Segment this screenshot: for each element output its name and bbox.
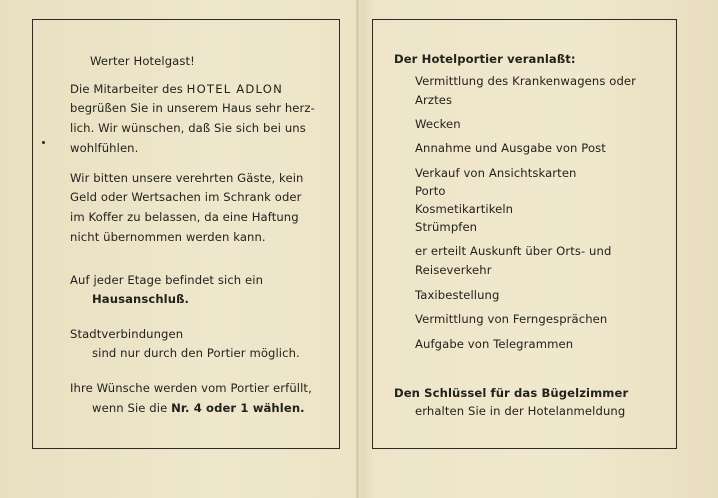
ironing-room-heading: Den Schlüssel für das Bügelzimmer [394,386,629,400]
service-item-13: Aufgabe von Telegrammen [415,337,574,351]
service-item-10: Reiseverkehr [415,263,492,277]
portier-heading: Der Hotelportier veranlaßt: [394,52,576,66]
service-item-2: Arztes [415,93,453,107]
service-item-6: Porto [415,184,446,198]
service-item-12: Vermittlung von Ferngesprächen [415,312,608,326]
etage-line-1: Auf jeder Etage befindet sich ein [70,273,264,287]
hausanschluss-label: Hausanschluß. [92,292,190,306]
center-fold [356,0,359,498]
ironing-room-note: erhalten Sie in der Hotelanmeldung [415,404,626,418]
service-item-11: Taxibestellung [415,288,500,302]
valuables-line-3: im Koffer zu belassen, da eine Haftung [70,210,299,224]
wishes-line-1: Ihre Wünsche werden vom Portier erfüllt, [70,381,312,395]
ink-dot [42,141,45,144]
intro-text: Die Mitarbeiter des [70,82,187,96]
service-item-1: Vermittlung des Krankenwagens oder [415,74,637,88]
stadt-line-2: sind nur durch den Portier möglich. [92,346,300,360]
service-item-3: Wecken [415,117,461,131]
valuables-line-1: Wir bitten unsere verehrten Gäste, kein [70,171,304,185]
greeting: Werter Hotelgast! [90,54,195,68]
valuables-line-4: nicht übernommen werden kann. [70,230,266,244]
wishes-text: wenn Sie die [92,401,172,415]
service-item-5: Verkauf von Ansichtskarten [415,166,577,180]
stadt-line-1: Stadtverbindungen [70,327,184,341]
intro-line-3: lich. Wir wünschen, daß Sie sich bei uns [70,121,306,135]
hotel-name: HOTEL ADLON [186,82,283,96]
phone-numbers: Nr. 4 oder 1 wählen. [171,401,305,415]
service-item-4: Annahme und Ausgabe von Post [415,141,606,155]
valuables-line-2: Geld oder Wertsachen im Schrank oder [70,190,302,204]
intro-line-1 [70,82,283,96]
service-item-7: Kosmetikartikeln [415,202,514,216]
service-item-9: er erteilt Auskunft über Orts- und [415,244,612,258]
wishes-line-2 [92,401,305,415]
intro-line-2: begrüßen Sie in unserem Haus sehr herz- [70,101,315,115]
service-item-8: Strümpfen [415,220,478,234]
intro-line-4: wohlfühlen. [70,141,139,155]
